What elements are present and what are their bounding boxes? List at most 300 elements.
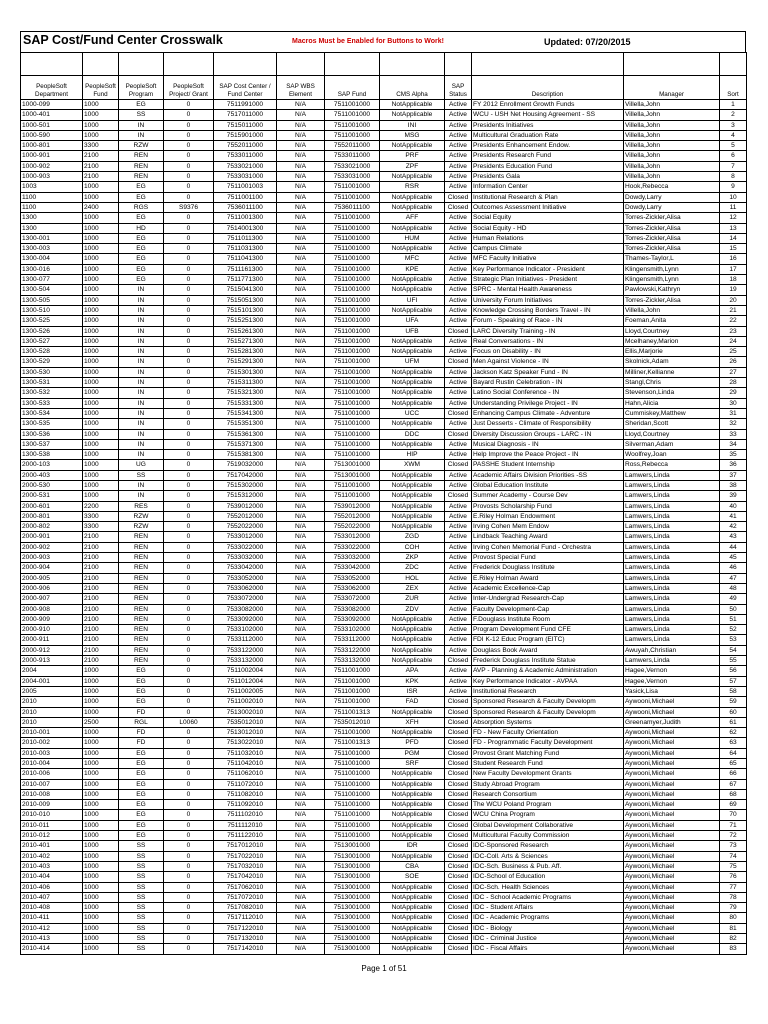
- cell-wbs-element: N/A: [277, 110, 325, 120]
- col-peoplesoft-project-grant-header: PeopleSoft Project/ Grant: [164, 76, 214, 100]
- cell-wbs-element: N/A: [277, 779, 325, 789]
- cell-sort: 22: [720, 316, 747, 326]
- cell-cms-alpha: ZPF: [380, 161, 445, 171]
- cell-status: Closed: [445, 759, 472, 769]
- cell-sort: 58: [720, 686, 747, 696]
- cell-sort: 65: [720, 759, 747, 769]
- cell-fund: 2100: [83, 604, 119, 614]
- cell-project-grant: 0: [164, 903, 214, 913]
- cell-wbs-element: N/A: [277, 120, 325, 130]
- cell-department: 1300-532: [21, 388, 83, 398]
- cell-program: IN: [119, 326, 164, 336]
- cell-fund: 2100: [83, 614, 119, 624]
- cell-cms-alpha: KPE: [380, 264, 445, 274]
- cell-wbs-element: N/A: [277, 501, 325, 511]
- cell-wbs-element: N/A: [277, 666, 325, 676]
- cell-sort: 57: [720, 676, 747, 686]
- cell-department: 1300-003: [21, 244, 83, 254]
- cell-fund: 2100: [83, 583, 119, 593]
- cell-manager: Aywooni,Michael: [624, 934, 720, 944]
- cell-fund: 1000: [83, 233, 119, 243]
- cell-cost-center: 7511041300: [214, 254, 277, 264]
- table-row: [21, 254, 747, 264]
- table-row: [21, 295, 747, 305]
- cell-project-grant: 0: [164, 480, 214, 490]
- cell-wbs-element: N/A: [277, 182, 325, 192]
- cell-sap-fund: 7511001000: [325, 347, 380, 357]
- cell-program: IN: [119, 398, 164, 408]
- cell-department: 2000-911: [21, 635, 83, 645]
- table-row: [21, 192, 747, 202]
- cell-project-grant: 0: [164, 583, 214, 593]
- table-row: [21, 872, 747, 882]
- cell-status: Closed: [445, 408, 472, 418]
- cell-wbs-element: N/A: [277, 882, 325, 892]
- cell-wbs-element: N/A: [277, 635, 325, 645]
- cell-manager: Aywooni,Michael: [624, 800, 720, 810]
- cell-sap-fund: 7533011000: [325, 151, 380, 161]
- cell-sap-fund: 7533072000: [325, 594, 380, 604]
- cell-manager: Aywooni,Michael: [624, 748, 720, 758]
- cell-wbs-element: N/A: [277, 491, 325, 501]
- cell-cms-alpha: NotApplicable: [380, 800, 445, 810]
- cell-sap-fund: 7511001000: [325, 820, 380, 830]
- cell-cms-alpha: MFC: [380, 254, 445, 264]
- cell-cost-center: 7533021000: [214, 161, 277, 171]
- macro-warning: Macros Must be Enabled for Buttons to Work!: [292, 38, 444, 45]
- cell-program: REN: [119, 172, 164, 182]
- cell-description: Provosts Scholarship Fund: [472, 501, 624, 511]
- cell-sort: 73: [720, 841, 747, 851]
- cell-sap-fund: 7511001000: [325, 305, 380, 315]
- cell-manager: Hook,Rebecca: [624, 182, 720, 192]
- cell-cost-center: 7533072000: [214, 594, 277, 604]
- cell-program: EG: [119, 810, 164, 820]
- cell-cms-alpha: NotApplicable: [380, 223, 445, 233]
- cell-manager: Ellis,Marjorie: [624, 347, 720, 357]
- cell-wbs-element: N/A: [277, 305, 325, 315]
- cell-sap-fund: 7533122000: [325, 645, 380, 655]
- cell-cms-alpha: NotApplicable: [380, 522, 445, 532]
- cell-program: HD: [119, 223, 164, 233]
- cell-manager: Torres-Zickler,Alisa: [624, 213, 720, 223]
- cell-department: 2010-001: [21, 728, 83, 738]
- cell-sap-fund: 7511001000: [325, 419, 380, 429]
- table-row: [21, 800, 747, 810]
- cell-department: 1300-534: [21, 408, 83, 418]
- cell-department: 2000-906: [21, 583, 83, 593]
- table-row: [21, 480, 747, 490]
- cell-fund: 1000: [83, 378, 119, 388]
- cell-status: Closed: [445, 872, 472, 882]
- page-title: SAP Cost/Fund Center Crosswalk: [23, 33, 223, 47]
- table-row: [21, 831, 747, 841]
- cell-sap-fund: 7511001000: [325, 686, 380, 696]
- cell-status: Closed: [445, 326, 472, 336]
- cell-department: 2010-413: [21, 934, 83, 944]
- cell-project-grant: S9376: [164, 202, 214, 212]
- cell-sort: 7: [720, 161, 747, 171]
- cell-sort: 56: [720, 666, 747, 676]
- cell-wbs-element: N/A: [277, 511, 325, 521]
- cell-project-grant: L0060: [164, 717, 214, 727]
- cell-project-grant: 0: [164, 748, 214, 758]
- cell-sap-fund: 7511001000: [325, 120, 380, 130]
- cell-description: Jackson Katz Speaker Fund - IN: [472, 367, 624, 377]
- cell-department: 1000-801: [21, 141, 83, 151]
- table-row: [21, 903, 747, 913]
- cell-cost-center: 7517082010: [214, 903, 277, 913]
- cell-fund: 1000: [83, 254, 119, 264]
- cell-status: Active: [445, 594, 472, 604]
- col-description-header: Description: [472, 76, 624, 100]
- cell-status: Active: [445, 532, 472, 542]
- cell-status: Closed: [445, 913, 472, 923]
- cell-manager: Lamwers,Linda: [624, 542, 720, 552]
- cell-cms-alpha: NotApplicable: [380, 439, 445, 449]
- cell-cost-center: 7515251300: [214, 316, 277, 326]
- cell-department: 1300-525: [21, 316, 83, 326]
- cell-description: Multicultural Graduation Rate: [472, 130, 624, 140]
- cell-status: Active: [445, 625, 472, 635]
- cell-project-grant: 0: [164, 182, 214, 192]
- cell-fund: 2100: [83, 656, 119, 666]
- cell-status: Active: [445, 172, 472, 182]
- cell-department: 2010-403: [21, 861, 83, 871]
- cell-description: IDC - Biology: [472, 923, 624, 933]
- cell-sort: 26: [720, 357, 747, 367]
- cell-cost-center: 7515011000: [214, 120, 277, 130]
- cell-status: Active: [445, 378, 472, 388]
- table-row: [21, 563, 747, 573]
- cell-sap-fund: 7513001000: [325, 882, 380, 892]
- cell-project-grant: 0: [164, 656, 214, 666]
- cell-fund: 1000: [83, 120, 119, 130]
- cell-program: SS: [119, 913, 164, 923]
- cell-manager: Lamwers,Linda: [624, 614, 720, 624]
- cell-fund: 2100: [83, 542, 119, 552]
- cell-cms-alpha: NotApplicable: [380, 944, 445, 954]
- cell-manager: Cummiskey,Matthew: [624, 408, 720, 418]
- cell-fund: 1000: [83, 872, 119, 882]
- cell-status: Closed: [445, 192, 472, 202]
- cell-description: Inter-Undergrad Research-Cap: [472, 594, 624, 604]
- cell-cost-center: 7539012000: [214, 501, 277, 511]
- cell-wbs-element: N/A: [277, 944, 325, 954]
- cell-manager: Lloyd,Courtney: [624, 429, 720, 439]
- cell-program: IN: [119, 429, 164, 439]
- cell-cms-alpha: NotApplicable: [380, 656, 445, 666]
- cell-sap-fund: 7513001000: [325, 861, 380, 871]
- cell-status: Active: [445, 583, 472, 593]
- cell-fund: 3300: [83, 522, 119, 532]
- cell-status: Active: [445, 264, 472, 274]
- cell-project-grant: 0: [164, 439, 214, 449]
- cell-cost-center: 7515341300: [214, 408, 277, 418]
- cell-wbs-element: N/A: [277, 800, 325, 810]
- cell-project-grant: 0: [164, 151, 214, 161]
- table-row: [21, 645, 747, 655]
- cell-program: EG: [119, 831, 164, 841]
- cell-wbs-element: N/A: [277, 676, 325, 686]
- cell-description: Frederick Douglass Institute Statue: [472, 656, 624, 666]
- cell-project-grant: 0: [164, 686, 214, 696]
- table-row: [21, 532, 747, 542]
- table-row: [21, 439, 747, 449]
- cell-department: 2010-012: [21, 831, 83, 841]
- cell-cost-center: 7533092000: [214, 614, 277, 624]
- cell-sort: 81: [720, 923, 747, 933]
- cell-department: 2010-412: [21, 923, 83, 933]
- cell-project-grant: 0: [164, 769, 214, 779]
- cell-sort: 23: [720, 326, 747, 336]
- cell-manager: Lamwers,Linda: [624, 594, 720, 604]
- cell-description: New Faculty Development Grants: [472, 769, 624, 779]
- cell-manager: Villella,John: [624, 305, 720, 315]
- cell-fund: 1000: [83, 841, 119, 851]
- cell-description: Sponsored Research & Faculty Developm: [472, 707, 624, 717]
- cell-sap-fund: 7511001000: [325, 192, 380, 202]
- cell-project-grant: 0: [164, 851, 214, 861]
- cell-cost-center: 7533042000: [214, 563, 277, 573]
- cell-cms-alpha: ISR: [380, 686, 445, 696]
- table-body: [21, 100, 747, 955]
- cell-wbs-element: N/A: [277, 789, 325, 799]
- cell-fund: 1000: [83, 892, 119, 902]
- cell-department: 1300-510: [21, 305, 83, 315]
- cell-project-grant: 0: [164, 944, 214, 954]
- cell-cms-alpha: NotApplicable: [380, 934, 445, 944]
- table-row: [21, 336, 747, 346]
- table-row: [21, 326, 747, 336]
- cell-sap-fund: 7511001000: [325, 223, 380, 233]
- cell-status: Closed: [445, 491, 472, 501]
- cell-wbs-element: N/A: [277, 233, 325, 243]
- cell-description: Lindback Teaching Award: [472, 532, 624, 542]
- cell-cost-center: 7511001100: [214, 192, 277, 202]
- cell-wbs-element: N/A: [277, 604, 325, 614]
- cell-cms-alpha: FAD: [380, 697, 445, 707]
- cell-department: 1300-528: [21, 347, 83, 357]
- table-row: [21, 213, 747, 223]
- cell-program: SS: [119, 861, 164, 871]
- cell-status: Active: [445, 563, 472, 573]
- table-row: [21, 748, 747, 758]
- table-row: [21, 944, 747, 954]
- cell-manager: Villella,John: [624, 110, 720, 120]
- cell-cms-alpha: ZGD: [380, 532, 445, 542]
- cell-program: EG: [119, 182, 164, 192]
- cell-sap-fund: 7511001000: [325, 233, 380, 243]
- cell-sap-fund: 7511001000: [325, 439, 380, 449]
- cell-cost-center: 7515901000: [214, 130, 277, 140]
- cell-cost-center: 7511001300: [214, 213, 277, 223]
- cell-sap-fund: 7511001000: [325, 244, 380, 254]
- cell-sort: 69: [720, 800, 747, 810]
- col-peoplesoft-program-header: PeopleSoft Program: [119, 76, 164, 100]
- cell-manager: Lamwers,Linda: [624, 532, 720, 542]
- cell-cost-center: 7511112010: [214, 820, 277, 830]
- cell-wbs-element: N/A: [277, 820, 325, 830]
- cell-status: Active: [445, 398, 472, 408]
- cell-manager: Lamwers,Linda: [624, 491, 720, 501]
- cell-sap-fund: 7511001000: [325, 800, 380, 810]
- table-header: [21, 53, 747, 100]
- cell-cms-alpha: NotApplicable: [380, 769, 445, 779]
- cell-project-grant: 0: [164, 831, 214, 841]
- cell-description: University Forum Initiatives: [472, 295, 624, 305]
- cell-cms-alpha: NotApplicable: [380, 305, 445, 315]
- cell-cost-center: 7511031300: [214, 244, 277, 254]
- cell-cms-alpha: NotApplicable: [380, 501, 445, 511]
- table-row: [21, 285, 747, 295]
- cell-manager: Aywooni,Michael: [624, 820, 720, 830]
- cell-project-grant: 0: [164, 233, 214, 243]
- cell-status: Closed: [445, 202, 472, 212]
- cell-sort: 29: [720, 388, 747, 398]
- cell-department: 1300-535: [21, 419, 83, 429]
- cell-project-grant: 0: [164, 841, 214, 851]
- cell-manager: Hagee,Vernon: [624, 676, 720, 686]
- cell-project-grant: 0: [164, 789, 214, 799]
- cell-program: REN: [119, 625, 164, 635]
- cell-department: 1300: [21, 223, 83, 233]
- cell-status: Closed: [445, 800, 472, 810]
- cell-cms-alpha: NotApplicable: [380, 202, 445, 212]
- cell-fund: 1000: [83, 789, 119, 799]
- cell-department: 2000-531: [21, 491, 83, 501]
- cell-program: SS: [119, 110, 164, 120]
- cell-project-grant: 0: [164, 882, 214, 892]
- cell-sort: 15: [720, 244, 747, 254]
- cell-program: SS: [119, 944, 164, 954]
- cell-manager: Lamwers,Linda: [624, 604, 720, 614]
- cell-cms-alpha: HOL: [380, 573, 445, 583]
- cell-sap-fund: 7511001313: [325, 707, 380, 717]
- cell-manager: Aywooni,Michael: [624, 944, 720, 954]
- cell-department: 2000-912: [21, 645, 83, 655]
- table-row: [21, 542, 747, 552]
- cell-description: Outcomes Assessment Initiative: [472, 202, 624, 212]
- cell-fund: 1000: [83, 903, 119, 913]
- table-row: [21, 100, 747, 110]
- cell-project-grant: 0: [164, 861, 214, 871]
- cell-program: IN: [119, 439, 164, 449]
- cell-fund: 1000: [83, 831, 119, 841]
- cell-cms-alpha: IDR: [380, 841, 445, 851]
- cell-project-grant: 0: [164, 460, 214, 470]
- cell-project-grant: 0: [164, 923, 214, 933]
- cell-cms-alpha: NotApplicable: [380, 779, 445, 789]
- cell-program: REN: [119, 583, 164, 593]
- cell-fund: 1000: [83, 728, 119, 738]
- cell-sap-fund: 7511001000: [325, 254, 380, 264]
- cell-department: 2000-802: [21, 522, 83, 532]
- table-row: [21, 182, 747, 192]
- cell-manager: Aywooni,Michael: [624, 923, 720, 933]
- cell-description: IDC-Coll. Arts & Sciences: [472, 851, 624, 861]
- cell-description: IDC - School Academic Programs: [472, 892, 624, 902]
- cell-sap-fund: 7552022000: [325, 522, 380, 532]
- cell-sort: 60: [720, 707, 747, 717]
- cell-sap-fund: 7513001000: [325, 913, 380, 923]
- cell-fund: 2100: [83, 172, 119, 182]
- cell-description: Douglass Book Award: [472, 645, 624, 655]
- cell-description: LARC Diversity Training - IN: [472, 326, 624, 336]
- table-row: [21, 161, 747, 171]
- cell-manager: Lamwers,Linda: [624, 583, 720, 593]
- table-row: [21, 408, 747, 418]
- cell-department: 1300-536: [21, 429, 83, 439]
- cell-fund: 1000: [83, 923, 119, 933]
- cell-sort: 59: [720, 697, 747, 707]
- cell-wbs-element: N/A: [277, 161, 325, 171]
- cell-sap-fund: 7511001000: [325, 779, 380, 789]
- cell-cms-alpha: NotApplicable: [380, 511, 445, 521]
- cell-status: Active: [445, 161, 472, 171]
- cell-description: Multicultural Faculty Commission: [472, 831, 624, 841]
- cell-cms-alpha: NotApplicable: [380, 192, 445, 202]
- cell-sort: 74: [720, 851, 747, 861]
- cell-project-grant: 0: [164, 367, 214, 377]
- cell-status: Active: [445, 120, 472, 130]
- cell-department: 1100: [21, 202, 83, 212]
- cell-status: Closed: [445, 728, 472, 738]
- cell-manager: Klingensmith,Lynn: [624, 275, 720, 285]
- cell-cms-alpha: UCC: [380, 408, 445, 418]
- cell-description: Focus on Disability - IN: [472, 347, 624, 357]
- cell-status: Active: [445, 450, 472, 460]
- cell-description: Student Research Fund: [472, 759, 624, 769]
- cell-project-grant: 0: [164, 697, 214, 707]
- cell-manager: Aywooni,Michael: [624, 851, 720, 861]
- cell-cost-center: 7515302000: [214, 480, 277, 490]
- table-row: [21, 264, 747, 274]
- cell-status: Closed: [445, 460, 472, 470]
- cell-program: RZW: [119, 511, 164, 521]
- cell-program: REN: [119, 604, 164, 614]
- cell-wbs-element: N/A: [277, 244, 325, 254]
- cell-manager: Aywooni,Michael: [624, 728, 720, 738]
- cell-cost-center: 7533011000: [214, 151, 277, 161]
- cell-sort: 67: [720, 779, 747, 789]
- cell-cost-center: 7536011100: [214, 202, 277, 212]
- cell-cost-center: 7517072010: [214, 892, 277, 902]
- cell-wbs-element: N/A: [277, 275, 325, 285]
- cell-status: Active: [445, 367, 472, 377]
- cell-project-grant: 0: [164, 295, 214, 305]
- cell-department: 2000-901: [21, 532, 83, 542]
- cell-status: Closed: [445, 851, 472, 861]
- cell-program: SS: [119, 882, 164, 892]
- cell-program: EG: [119, 697, 164, 707]
- cell-fund: 2100: [83, 594, 119, 604]
- cell-description: Presidents Education Fund: [472, 161, 624, 171]
- cell-sap-fund: 7513001000: [325, 851, 380, 861]
- table-row: [21, 275, 747, 285]
- cell-manager: Silverman,Adam: [624, 439, 720, 449]
- cell-cost-center: 7515261300: [214, 326, 277, 336]
- cell-department: 1300-537: [21, 439, 83, 449]
- cell-wbs-element: N/A: [277, 934, 325, 944]
- table-row: [21, 923, 747, 933]
- cell-status: Closed: [445, 789, 472, 799]
- cell-project-grant: 0: [164, 820, 214, 830]
- cell-fund: 1000: [83, 305, 119, 315]
- cell-description: FDI K-12 Educ Program (EITC): [472, 635, 624, 645]
- cell-cost-center: 7515381300: [214, 450, 277, 460]
- cell-description: Institutional Research: [472, 686, 624, 696]
